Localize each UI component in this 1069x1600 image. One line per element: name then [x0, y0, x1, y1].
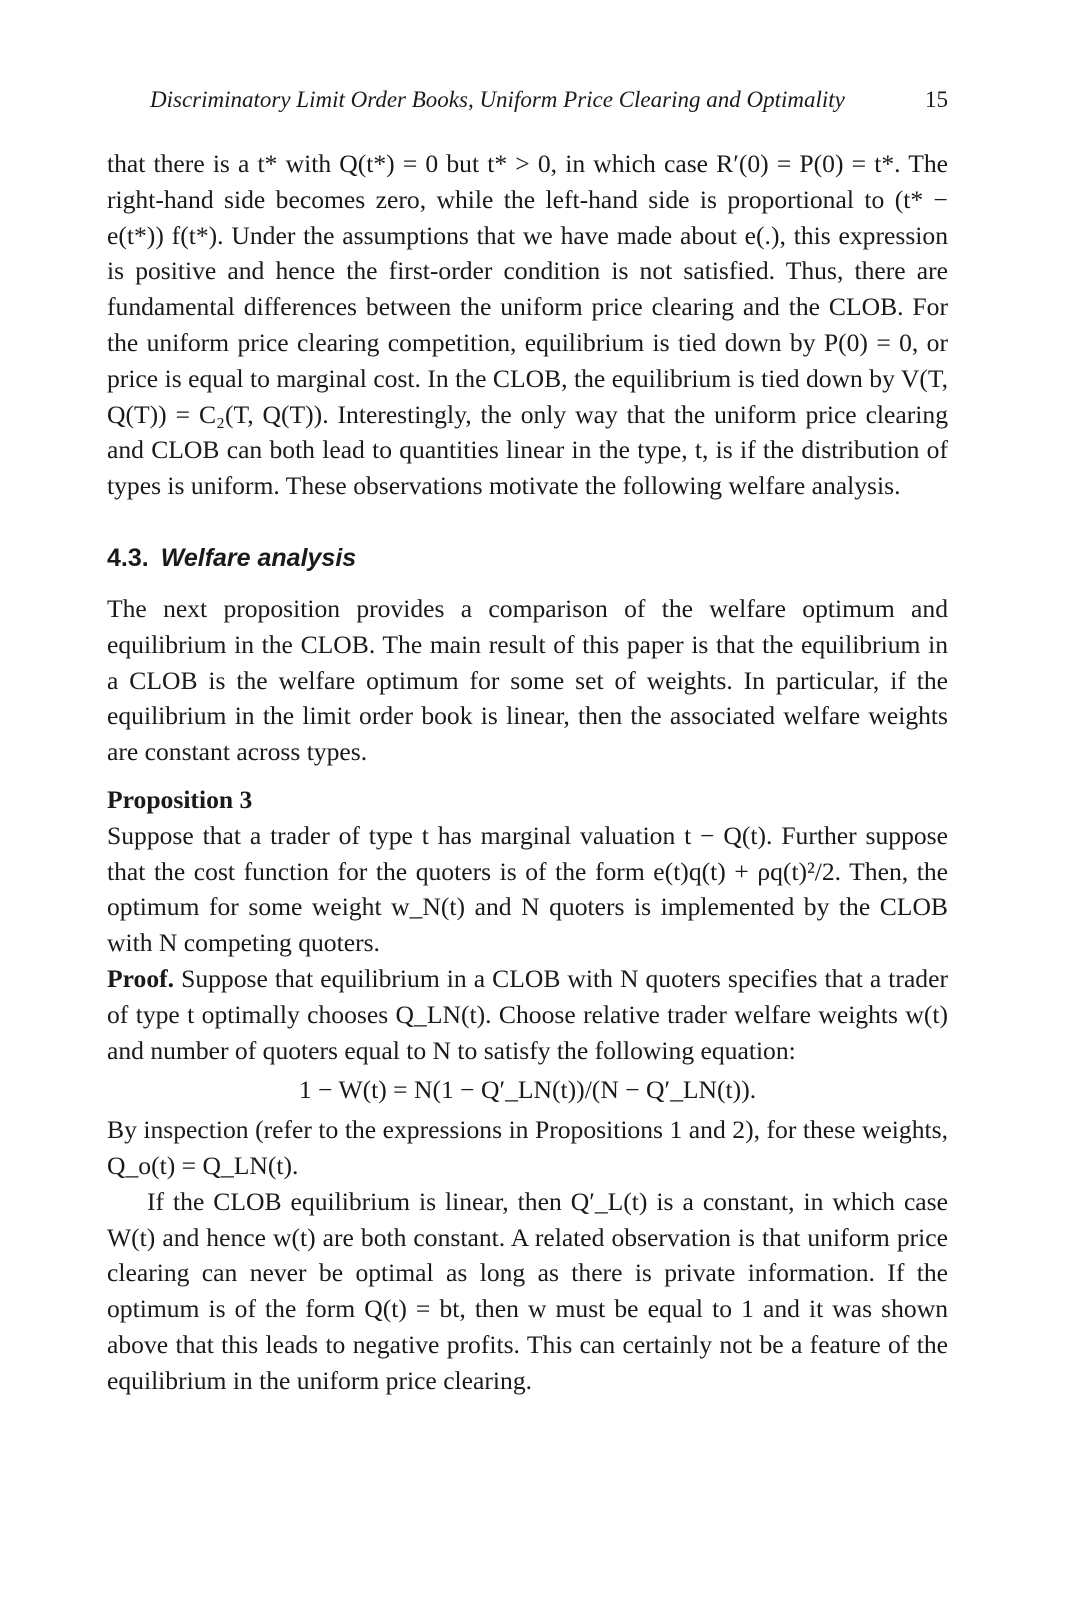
page-number: 15 [925, 87, 948, 112]
running-title: Discriminatory Limit Order Books, Uniform Price Clearing and Optimality [150, 87, 845, 112]
section-title: Welfare analysis [160, 543, 357, 572]
proof-text: Suppose that equilibrium in a CLOB with N quoters specifies that a trader of type t optimally chooses Q_LN(t). Choose relative trader welfare weights w(t) and number of quoters equal to N to satisfy the following equation: [107, 963, 948, 1065]
paragraph-2: The next proposition provides a comparison of the welfare optimum and equilibrium in the CLOB. The main result of this paper is that the equilibrium in a CLOB is the welfare optimum for some set of weights. In particular, if the equilibrium in the limit order book is linear, then the associated welfare weights are constant across types. [107, 593, 948, 767]
proposition-statement: Suppose that a trader of type t has marginal valuation t − Q(t). Further suppose that the cost function for the quoters is of the form e(t)q(t) + ρq(t)²/2. Then, the optimum for some weight w_N(t) and N quoters is implemented by the CLOB with N competing quoters. [107, 820, 948, 958]
proof-paragraph [107, 961, 948, 1068]
proposition-heading: Proposition 3 [107, 784, 253, 814]
running-header [150, 84, 948, 116]
paragraph-final: If the CLOB equilibrium is linear, then Q′_L(t) is a constant, in which case W(t) and hence w(t) are both constant. A related observation is that uniform price clearing can never be optimal as long as there is private information. If the optimum is of the form Q(t) = bt, then w must be equal to 1 and it was shown above that this leads to negative profits. This can certainly not be a feature of the equilibrium in the uniform price clearing. [107, 1186, 948, 1395]
section-number: 4.3. [107, 543, 149, 572]
paragraph-1: that there is a t* with Q(t*) = 0 but t* > 0, in which case R′(0) = P(0) = t*. The right-hand side becomes zero, while the left-hand side is proportional to (t* − e(t*)) f(t*). Under the assumptions that we have made about e(.), this expression is positive and hence the first-order condition is not satisfied. Thus, there are fundamental differences between the uniform price clearing and the CLOB. For the uniform price clearing competition, equilibrium is tied down by P(0) = 0, or price is equal to marginal cost. In the CLOB, the equilibrium is tied down by V(T, Q(T)) = C₂(T, Q(T)). Interestingly, the only way that the uniform price clearing and CLOB can both lead to quantities linear in the type, t, is if the distribution of types is uniform. These observations motivate the following welfare analysis. [107, 149, 948, 501]
proof-label: Proof. [107, 963, 175, 993]
paragraph-after-equation: By inspection (refer to the expressions in Propositions 1 and 2), for these weights, Q_o(t) = Q_LN(t). [107, 1115, 948, 1180]
body-text [107, 146, 948, 1399]
section-heading [107, 542, 948, 574]
display-equation: 1 − W(t) = N(1 − Q′_LN(t))/(N − Q′_LN(t)). [298, 1075, 757, 1105]
